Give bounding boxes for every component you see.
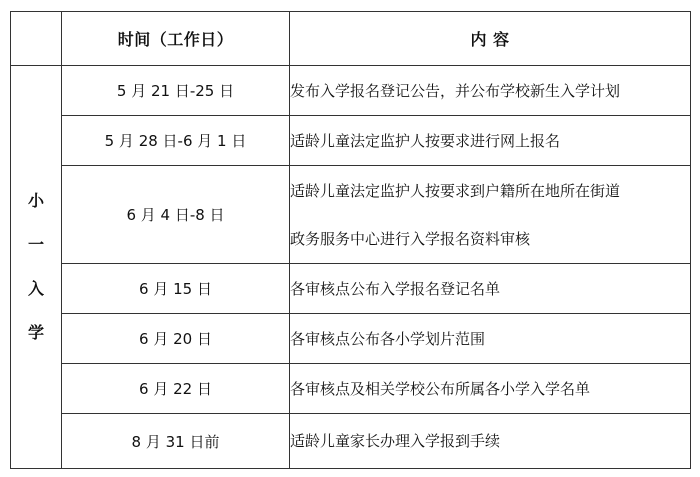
- row-content-line: 适龄儿童法定监护人按要求到户籍所在地所在街道: [290, 181, 621, 200]
- row-content: 发布入学报名登记公告，并公布学校新生入学计划: [290, 66, 691, 116]
- row-time: 5 月 28 日-6 月 1 日: [62, 116, 290, 166]
- row-content: 适龄儿童法定监护人按要求进行网上报名: [290, 116, 691, 166]
- row-content-line: 政务服务中心进行入学报名资料审核: [290, 229, 531, 248]
- side-label-primary-enrollment: [11, 66, 62, 469]
- table-row: [11, 264, 691, 314]
- enrollment-schedule-table: [10, 11, 691, 469]
- table-row: [11, 314, 691, 364]
- table-row: [11, 66, 691, 116]
- table-row: [11, 166, 691, 264]
- side-label-char: 小: [27, 191, 44, 210]
- row-content: 各审核点公布各小学划片范围: [290, 314, 691, 364]
- header-side-blank: [11, 12, 62, 66]
- row-content: 各审核点及相关学校公布所属各小学入学名单: [290, 364, 691, 414]
- row-time: 5 月 21 日-25 日: [62, 66, 290, 116]
- row-content: 各审核点公布入学报名登记名单: [290, 264, 691, 314]
- row-time: 6 月 4 日-8 日: [62, 166, 290, 264]
- row-time: 6 月 22 日: [62, 364, 290, 414]
- table-row: [11, 116, 691, 166]
- row-time: 8 月 31 日前: [62, 414, 290, 469]
- row-time: 6 月 20 日: [62, 314, 290, 364]
- row-content: 适龄儿童家长办理入学报到手续: [290, 414, 691, 469]
- header-content: 内 容: [290, 12, 691, 66]
- side-label-char: 入: [27, 279, 44, 298]
- table-header-row: [11, 12, 691, 66]
- side-label-char: 一: [27, 235, 44, 254]
- table-row: [11, 364, 691, 414]
- side-label-char: 学: [27, 323, 44, 342]
- header-time: 时间（工作日）: [62, 12, 290, 66]
- row-time: 6 月 15 日: [62, 264, 290, 314]
- table-row: [11, 414, 691, 469]
- row-content: [290, 166, 691, 264]
